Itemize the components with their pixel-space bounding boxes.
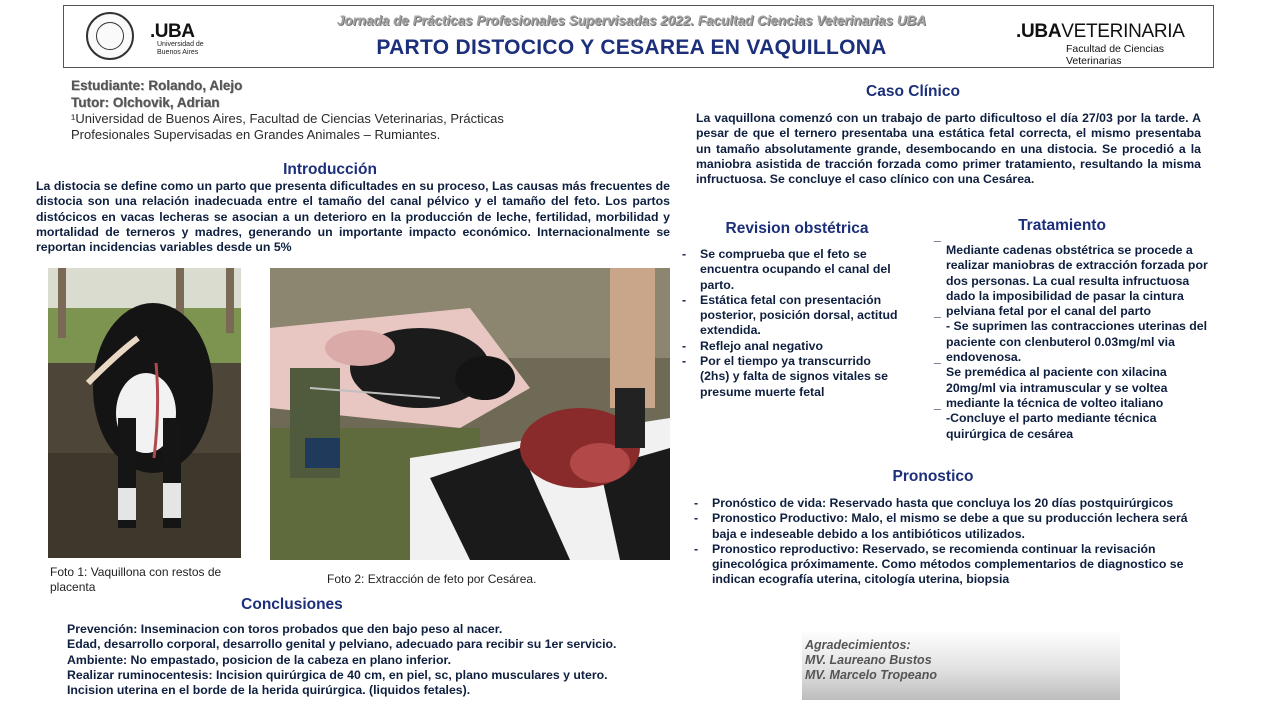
revision-item: - Por el tiempo ya transcurrido (2hs) y falta de signos vitales se presume muerte fetal [680, 354, 902, 400]
conclusion-line: Prevención: Inseminacion con toros probados que den bajo peso al nacer. [67, 622, 503, 636]
event-title: Jornada de Prácticas Profesionales Supervisadas 2022. Facultad Ciencias Veterinarias UBA [336, 13, 927, 28]
photo-heifer-image [48, 268, 241, 558]
treatment-title: Tratamiento [1018, 217, 1106, 234]
conclusion-line: Realizar ruminocentesis: Incision quirúrgica de 40 cm, en piel, sc, plano musculares y utero. [67, 667, 608, 682]
poster-header [63, 5, 1214, 68]
photo-cesarean-image [270, 268, 670, 560]
acknowledgements-box [802, 630, 1120, 700]
conclusions-title: Conclusiones [241, 596, 343, 613]
conclusion-line: Edad, desarrollo corporal, desarrollo genital y pelviano, adecuado para recibir su 1er servicio. [67, 637, 617, 652]
poster-title: PARTO DISTOCICO Y CESAREA EN VAQUILLONA [376, 36, 887, 59]
student-name: Estudiante: Rolando, Alejo [71, 78, 243, 93]
conclusion-line: Ambiente: No empastado, posicion de la cabeza en plano inferior. [67, 652, 452, 667]
introduction-title: Introducción [283, 161, 377, 178]
treatment-list [932, 243, 1212, 442]
uba-logo: .UBA [150, 21, 195, 42]
revision-item: - Reflejo anal negativo [680, 339, 902, 354]
revision-item: - Se comprueba que el feto se encuentra ocupando el canal del parto. [680, 247, 902, 293]
revision-item: - Estática fetal con presentación posterior, posición dorsal, actitud extendida. [680, 293, 902, 339]
acknowledgement-name: MV. Laureano Bustos [805, 653, 932, 667]
uba-logo-subtitle: Universidad de Buenos Aires [157, 41, 204, 56]
treatment-item: ¯ - Se suprimen las contracciones uterinas del paciente con clenbuterol 0.03mg/ml via endovenosa. [932, 319, 1212, 365]
case-title: Caso Clínico [866, 83, 960, 100]
treatment-item: ¯ Mediante cadenas obstétrica se procede a realizar maniobras de extracción forzada por dos personas. La cual resulta infructuosa dado la imposibilidad de pasar la cintura pelviana fetal por el canal del parto [932, 243, 1212, 319]
revision-title: Revision obstétrica [725, 220, 869, 237]
photo-cesarean [270, 268, 670, 560]
prognosis-item: - Pronostico reproductivo: Reservado, se recomienda continuar la revisación ginecológica próximamente. Como métodos complementarios de diagnostico se indican ecografía uterina, citología uterina, biopsia [692, 542, 1192, 588]
uba-veterinaria-logo: .UBAVETERINARIA [1016, 21, 1185, 42]
prognosis-title: Pronostico [892, 468, 974, 485]
affiliation: ¹Universidad de Buenos Aires, Facultad de Ciencias Veterinarias, Prácticas Profesionales Supervisadas en Grandes Animales – Rumiantes. [71, 111, 504, 142]
tutor-name: Tutor: Olchovik, Adrian [71, 95, 220, 110]
treatment-item: ¯ -Concluye el parto mediante técnica quirúrgica de cesárea [932, 411, 1212, 442]
prognosis-list [692, 496, 1192, 588]
case-text: La vaquillona comenzó con un trabajo de parto dificultoso el día 27/03 por la tarde. A pesar de que el ternero presentaba una estática fetal correcta, el mismo presentaba un tamaño absolutamente grande, desembocando en una distocia. Se procedió a la maniobra asistida de tracción forzada como primer tratamiento, resultando la misma infructuosa. Se concluye el caso clínico con una Cesárea. [696, 111, 1201, 187]
conclusions-text [67, 622, 667, 698]
prognosis-item: - Pronóstico de vida: Reservado hasta que concluya los 20 días postquirúrgicos [692, 496, 1192, 511]
photo1-caption: Foto 1: Vaquillona con restos de placenta [50, 565, 222, 594]
acknowledgement-name: MV. Marcelo Tropeano [805, 668, 937, 682]
conclusion-line: Incision uterina en el borde de la herida quirúrgica. (liquidos fetales). [67, 683, 471, 698]
uba-veterinaria-subtitle: Facultad de Ciencias Veterinarias [1066, 43, 1165, 67]
photo-heifer [48, 268, 241, 558]
prognosis-item: - Pronostico Productivo: Malo, el mismo se debe a que su producción lechera será baja e indeseable debido a los antibióticos utilizados. [692, 511, 1192, 542]
photo2-caption: Foto 2: Extracción de feto por Cesárea. [327, 572, 537, 586]
treatment-item: ¯ Se premédica al paciente con xilacina 20mg/ml via intramuscular y se voltea mediante la técnica de volteo italiano [932, 365, 1212, 411]
uba-seal-logo [86, 12, 134, 60]
introduction-text: La distocia se define como un parto que presenta dificultades en su proceso, Las causas más frecuentes de distocia son una relación inadecuada entre el tamaño del canal pélvico y el tamaño del feto. Los partos distócicos en vacas lecheras se asocian a un deterioro en la producción de leche, fertilidad, morbilidad y mortalidad de terneros y madres, generando un importante impacto económico. Internacionalmente se reportan incidencias variables desde un 5% [36, 179, 670, 255]
acknowledgements-title: Agradecimientos: [805, 638, 911, 652]
revision-list [680, 247, 902, 400]
